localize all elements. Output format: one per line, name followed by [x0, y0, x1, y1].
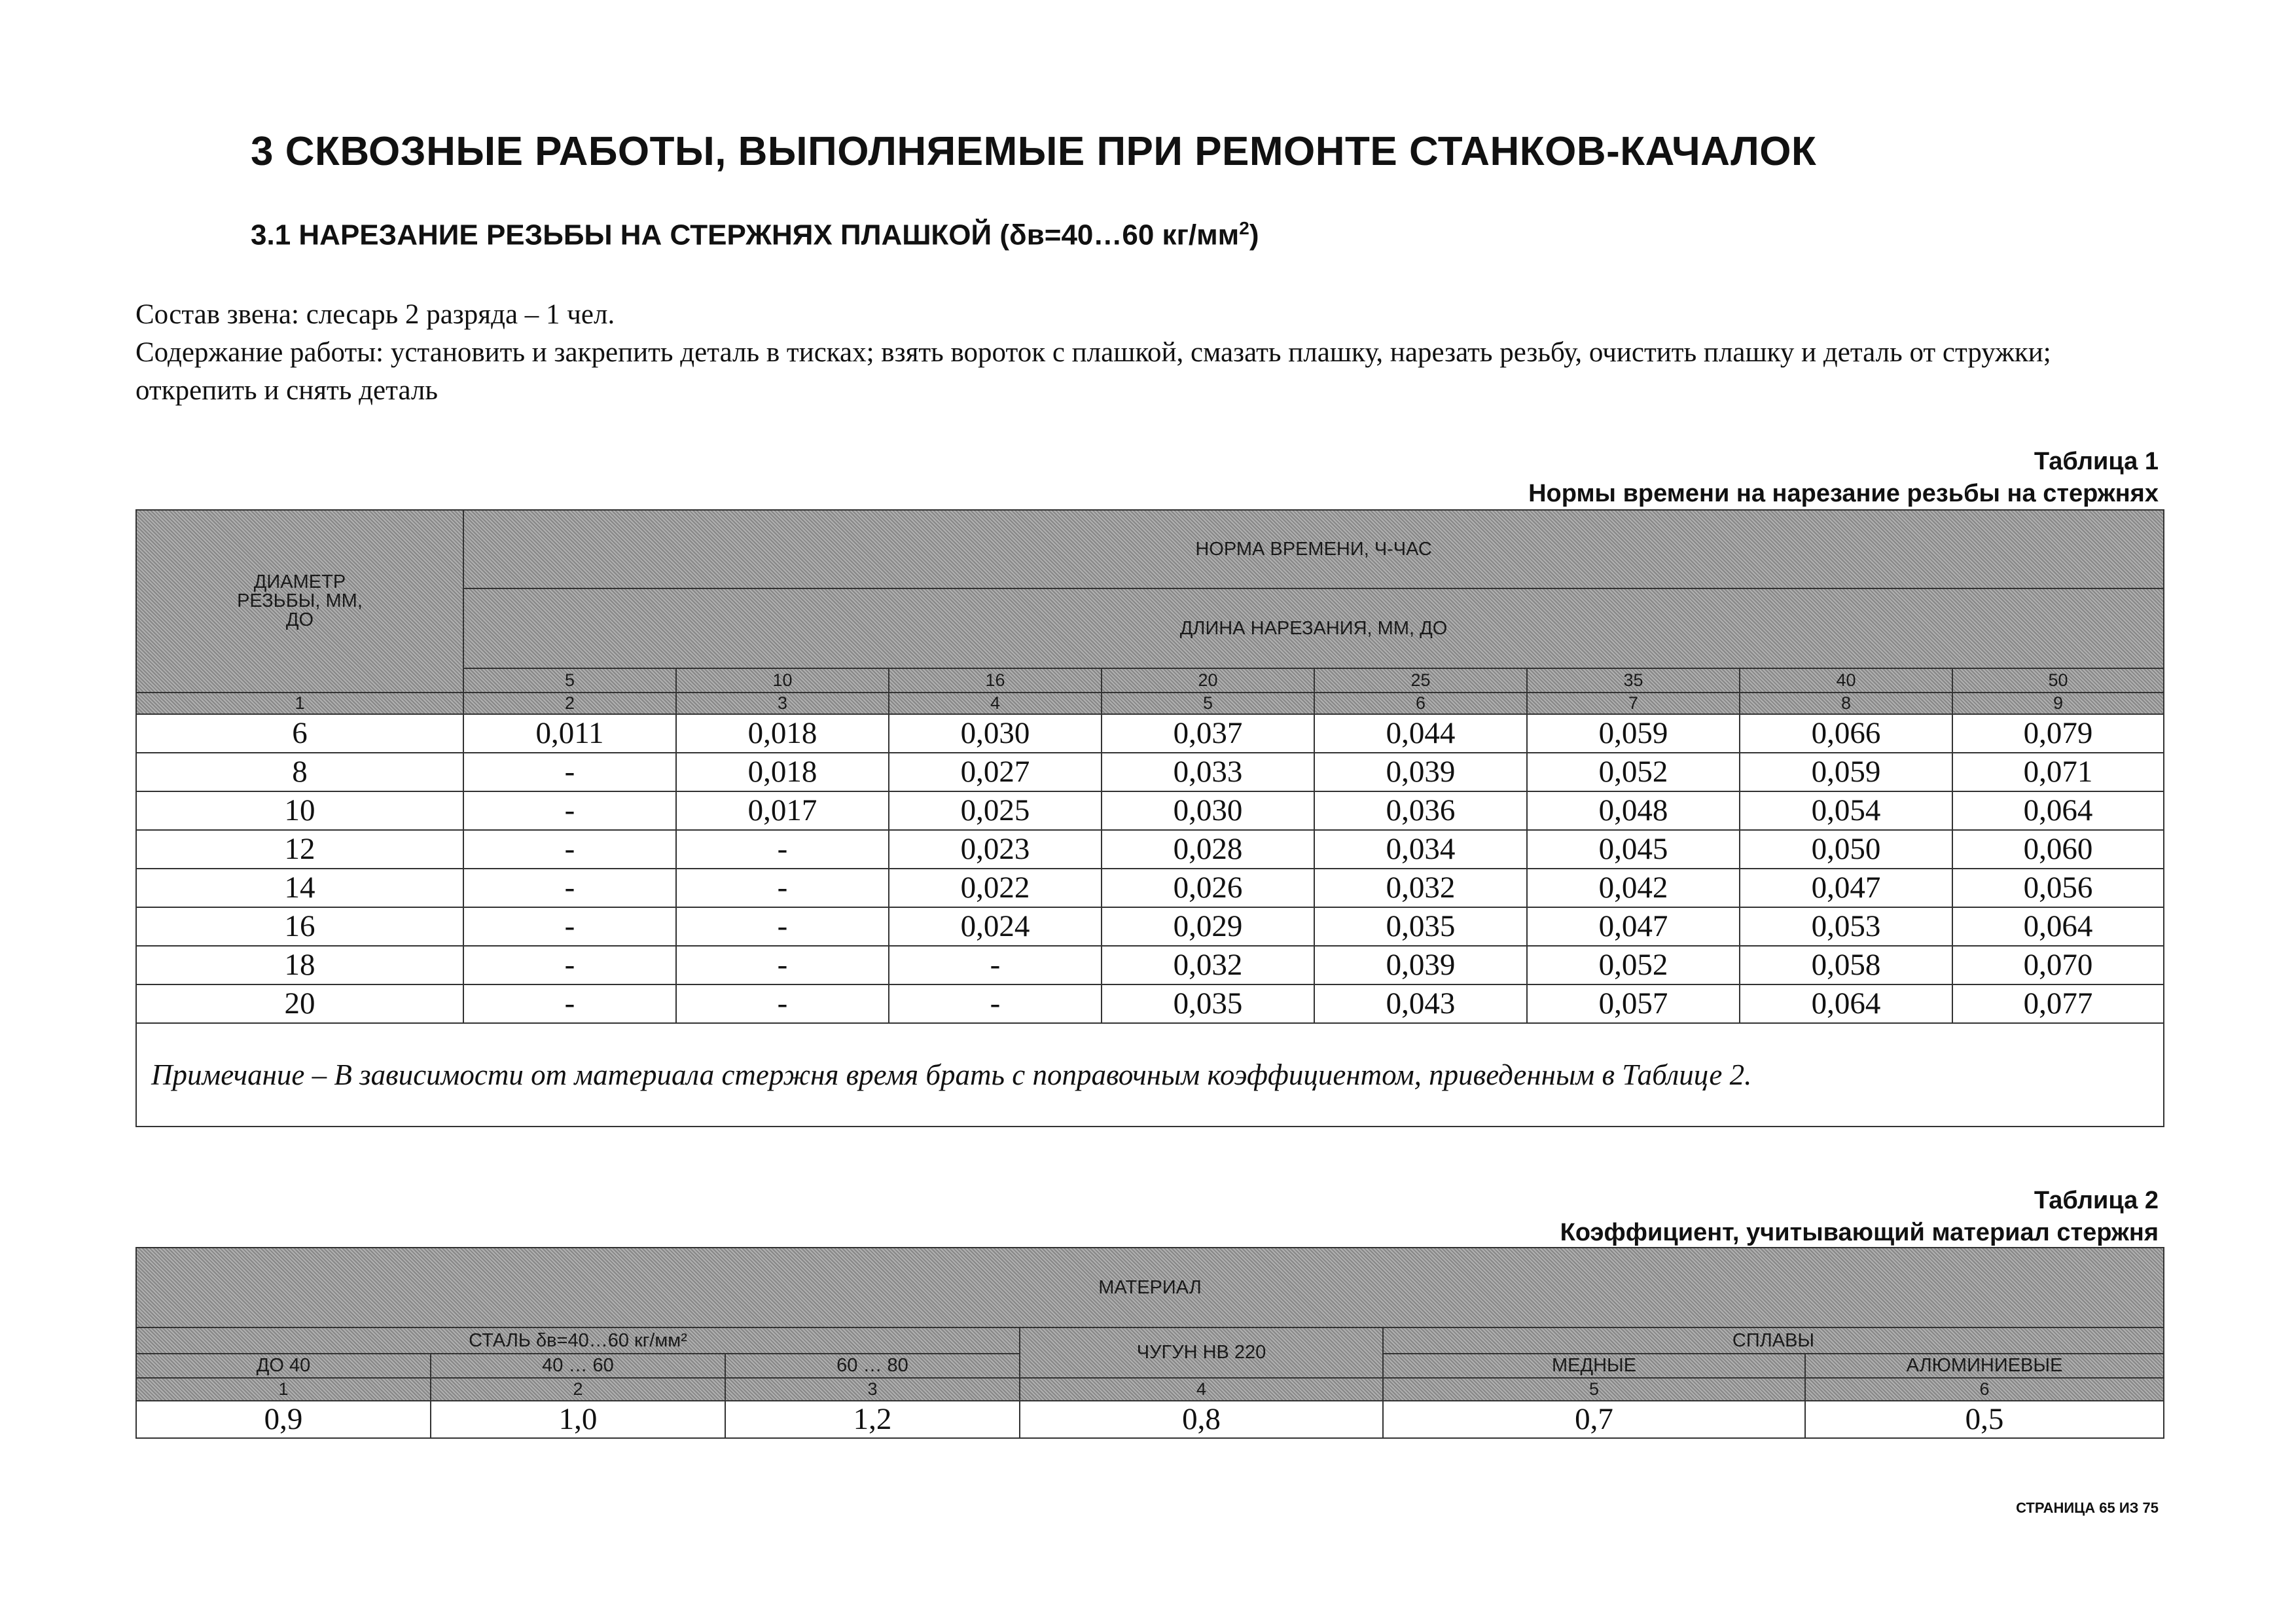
- time-norm-value: -: [463, 869, 676, 907]
- table-note: Примечание – В зависимости от материала стержня время брать с поправочным коэффициентом, приведенным в Таблице 2.: [136, 1023, 2164, 1127]
- table-row: [136, 753, 2164, 791]
- header-length: 50: [1952, 668, 2164, 693]
- time-norm-value: 0,077: [1952, 984, 2164, 1023]
- column-number: 3: [676, 693, 889, 714]
- time-norm-value: 0,018: [676, 714, 889, 753]
- time-norm-value: 0,064: [1952, 791, 2164, 830]
- row-diameter: 8: [136, 753, 463, 791]
- table-row: [136, 830, 2164, 869]
- time-norm-value: 0,022: [889, 869, 1102, 907]
- column-number: 2: [431, 1378, 725, 1401]
- time-norms-table: [135, 509, 2164, 1127]
- header-length: 10: [676, 668, 889, 693]
- section-heading: 3 СКВОЗНЫЕ РАБОТЫ, ВЫПОЛНЯЕМЫЕ ПРИ РЕМОНТЕ СТАНКОВ-КАЧАЛОК: [251, 129, 1817, 174]
- time-norm-value: 0,060: [1952, 830, 2164, 869]
- time-norm-value: 0,048: [1527, 791, 1740, 830]
- header-steel-range: 60 … 80: [725, 1354, 1020, 1378]
- page-number: СТРАНИЦА 65 ИЗ 75: [2016, 1500, 2159, 1516]
- subsection-heading: [251, 218, 1259, 252]
- time-norm-value: -: [463, 753, 676, 791]
- time-norm-value: -: [463, 984, 676, 1023]
- time-norm-value: 0,036: [1314, 791, 1527, 830]
- time-norm-value: 0,066: [1740, 714, 1952, 753]
- header-length: 20: [1102, 668, 1314, 693]
- time-norm-value: 0,032: [1314, 869, 1527, 907]
- time-norm-value: 0,064: [1740, 984, 1952, 1023]
- coefficient-value: 0,8: [1020, 1401, 1383, 1438]
- time-norm-value: -: [676, 869, 889, 907]
- time-norm-value: 0,039: [1314, 946, 1527, 984]
- time-norm-value: 0,034: [1314, 830, 1527, 869]
- time-norm-value: 0,039: [1314, 753, 1527, 791]
- column-number: 5: [1383, 1378, 1805, 1401]
- coefficient-value: 1,0: [431, 1401, 725, 1438]
- time-norm-value: -: [676, 984, 889, 1023]
- time-norm-value: 0,035: [1102, 984, 1314, 1023]
- row-diameter: 14: [136, 869, 463, 907]
- time-norm-value: 0,059: [1740, 753, 1952, 791]
- header-length: 25: [1314, 668, 1527, 693]
- time-norm-value: 0,053: [1740, 907, 1952, 946]
- intro-text: [135, 296, 2178, 410]
- time-norm-value: 0,030: [889, 714, 1102, 753]
- table1-number: Таблица 1: [2034, 448, 2159, 475]
- time-norm-value: 0,011: [463, 714, 676, 753]
- time-norm-value: 0,064: [1952, 907, 2164, 946]
- time-norm-value: 0,070: [1952, 946, 2164, 984]
- table-row: [136, 946, 2164, 984]
- time-norm-value: 0,037: [1102, 714, 1314, 753]
- header-material: МАТЕРИАЛ: [136, 1248, 2164, 1327]
- time-norm-value: 0,052: [1527, 753, 1740, 791]
- time-norm-value: 0,079: [1952, 714, 2164, 753]
- column-number: 4: [889, 693, 1102, 714]
- time-norm-value: 0,042: [1527, 869, 1740, 907]
- column-number: 6: [1805, 1378, 2164, 1401]
- time-norm-value: 0,071: [1952, 753, 2164, 791]
- column-number: 2: [463, 693, 676, 714]
- table2-number: Таблица 2: [2034, 1187, 2159, 1214]
- header-cut-length: ДЛИНА НАРЕЗАНИЯ, ММ, ДО: [463, 588, 2164, 668]
- material-coefficient-table: [135, 1247, 2164, 1439]
- time-norm-value: 0,032: [1102, 946, 1314, 984]
- time-norm-value: -: [463, 791, 676, 830]
- column-number: 7: [1527, 693, 1740, 714]
- time-norm-value: -: [463, 946, 676, 984]
- header-cast-iron: ЧУГУН НВ 220: [1020, 1327, 1383, 1378]
- header-length: 5: [463, 668, 676, 693]
- time-norm-value: 0,027: [889, 753, 1102, 791]
- time-norm-value: 0,044: [1314, 714, 1527, 753]
- header-steel: СТАЛЬ δв=40…60 кг/мм²: [136, 1327, 1020, 1354]
- time-norm-value: -: [463, 830, 676, 869]
- time-norm-value: 0,025: [889, 791, 1102, 830]
- time-norm-value: 0,052: [1527, 946, 1740, 984]
- table1-title: Нормы времени на нарезание резьбы на стержнях: [1528, 480, 2159, 507]
- time-norm-value: 0,023: [889, 830, 1102, 869]
- time-norm-value: 0,045: [1527, 830, 1740, 869]
- subsection-heading-sup: 2: [1239, 218, 1249, 238]
- time-norm-value: 0,058: [1740, 946, 1952, 984]
- time-norm-value: 0,030: [1102, 791, 1314, 830]
- time-norm-value: -: [676, 830, 889, 869]
- time-norm-value: -: [889, 984, 1102, 1023]
- coefficient-value: 0,7: [1383, 1401, 1805, 1438]
- header-time-norm: НОРМА ВРЕМЕНИ, Ч-ЧАС: [463, 510, 2164, 588]
- work-content: Содержание работы: установить и закрепить деталь в тисках; взять вороток с плашкой, смазать плашку, нарезать резьбу, очистить плашку и деталь от стружки; открепить и снять деталь: [135, 337, 2051, 406]
- column-number: 9: [1952, 693, 2164, 714]
- subsection-heading-close: ): [1249, 219, 1259, 251]
- time-norm-value: 0,043: [1314, 984, 1527, 1023]
- time-norm-value: 0,028: [1102, 830, 1314, 869]
- column-number: 4: [1020, 1378, 1383, 1401]
- coefficient-value: 0,5: [1805, 1401, 2164, 1438]
- time-norm-value: 0,033: [1102, 753, 1314, 791]
- header-length: 16: [889, 668, 1102, 693]
- time-norm-value: 0,026: [1102, 869, 1314, 907]
- time-norm-value: 0,047: [1740, 869, 1952, 907]
- table-row: [136, 714, 2164, 753]
- header-alloy-type: МЕДНЫЕ: [1383, 1354, 1805, 1378]
- time-norm-value: -: [676, 946, 889, 984]
- table2-title: Коэффициент, учитывающий материал стержня: [1560, 1219, 2159, 1246]
- time-norm-value: 0,029: [1102, 907, 1314, 946]
- time-norm-value: 0,047: [1527, 907, 1740, 946]
- time-norm-value: 0,054: [1740, 791, 1952, 830]
- column-number: 5: [1102, 693, 1314, 714]
- time-norm-value: 0,050: [1740, 830, 1952, 869]
- column-number: 1: [136, 1378, 431, 1401]
- subsection-heading-text: 3.1 НАРЕЗАНИЕ РЕЗЬБЫ НА СТЕРЖНЯХ ПЛАШКОЙ (δв=40…60 кг/мм: [251, 219, 1240, 251]
- time-norm-value: 0,057: [1527, 984, 1740, 1023]
- header-diameter: ДИАМЕТР РЕЗЬБЫ, ММ, ДО: [136, 510, 463, 693]
- coefficient-value: 0,9: [136, 1401, 431, 1438]
- row-diameter: 16: [136, 907, 463, 946]
- header-alloys: СПЛАВЫ: [1383, 1327, 2164, 1354]
- row-diameter: 20: [136, 984, 463, 1023]
- header-steel-range: ДО 40: [136, 1354, 431, 1378]
- row-diameter: 18: [136, 946, 463, 984]
- time-norm-value: 0,024: [889, 907, 1102, 946]
- table-row: [136, 869, 2164, 907]
- time-norm-value: -: [889, 946, 1102, 984]
- time-norm-value: 0,035: [1314, 907, 1527, 946]
- row-diameter: 12: [136, 830, 463, 869]
- time-norm-value: -: [463, 907, 676, 946]
- header-alloy-type: АЛЮМИНИЕВЫЕ: [1805, 1354, 2164, 1378]
- coefficient-value: 1,2: [725, 1401, 1020, 1438]
- crew-composition: Состав звена: слесарь 2 разряда – 1 чел.: [135, 299, 615, 330]
- row-diameter: 10: [136, 791, 463, 830]
- column-number: 3: [725, 1378, 1020, 1401]
- table-row: [136, 984, 2164, 1023]
- column-number: 8: [1740, 693, 1952, 714]
- time-norm-value: -: [676, 907, 889, 946]
- header-length: 35: [1527, 668, 1740, 693]
- time-norm-value: 0,018: [676, 753, 889, 791]
- header-steel-range: 40 … 60: [431, 1354, 725, 1378]
- time-norm-value: 0,056: [1952, 869, 2164, 907]
- time-norm-value: 0,017: [676, 791, 889, 830]
- column-number: 6: [1314, 693, 1527, 714]
- header-length: 40: [1740, 668, 1952, 693]
- table-row: [136, 907, 2164, 946]
- row-diameter: 6: [136, 714, 463, 753]
- table-row: [136, 791, 2164, 830]
- column-number: 1: [136, 693, 463, 714]
- time-norm-value: 0,059: [1527, 714, 1740, 753]
